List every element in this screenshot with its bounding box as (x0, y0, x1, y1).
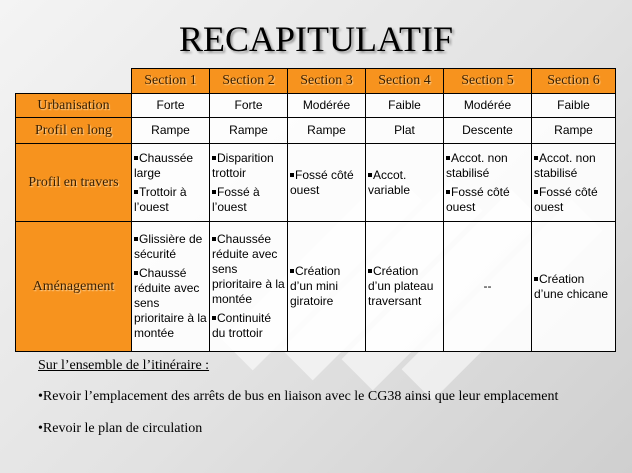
list-item (134, 266, 207, 341)
table-cell: Rampe (288, 118, 366, 144)
table-cell (132, 144, 210, 222)
list-item-text: Chaussée large (134, 150, 194, 180)
table-cell: Rampe (210, 118, 288, 144)
list-item (534, 151, 613, 181)
list-item-text: Trottoir à l’ouest (134, 184, 187, 214)
bullet-icon (368, 173, 372, 177)
list-item-text: Accot. variable (368, 167, 411, 197)
bullet-icon (290, 269, 294, 273)
bullet-icon (134, 190, 138, 194)
list-item (134, 151, 207, 181)
table-corner (16, 69, 132, 94)
table-row (16, 118, 616, 144)
bullet-icon (290, 173, 294, 177)
list-item (212, 311, 285, 341)
table-cell: Faible (532, 94, 616, 118)
table-cell: -- (444, 222, 532, 352)
list-item (368, 168, 441, 198)
table-cell: Forte (210, 94, 288, 118)
table-cell: Modérée (444, 94, 532, 118)
bullet-icon (212, 156, 216, 160)
table-cell: Rampe (132, 118, 210, 144)
list-item-text: Création d’une chicane (534, 271, 609, 301)
list-item-text: Chaussée réduite avec sens prioritaire à la montée (212, 232, 285, 306)
list-item-text: Chaussé réduite avec sens prioritaire à la montée (134, 266, 207, 340)
bullet-icon (534, 156, 538, 160)
bullet-icon (134, 156, 138, 160)
page-title: RECAPITULATIF (178, 19, 453, 59)
section-header: Section 2 (210, 69, 288, 94)
list-item-text: Accot. non stabilisé (534, 150, 596, 180)
table-row (16, 144, 616, 222)
table-cell (288, 222, 366, 352)
notes-heading: Sur l’ensemble de l’itinéraire : (38, 358, 210, 373)
list-item (212, 151, 285, 181)
bullet-icon (368, 269, 372, 273)
list-item (134, 185, 207, 215)
table-cell (532, 222, 616, 352)
section-header: Section 4 (366, 69, 444, 94)
table-cell (444, 144, 532, 222)
table-cell (132, 222, 210, 352)
list-item-text: Création d’un mini giratoire (290, 264, 341, 308)
bullet-icon (446, 156, 450, 160)
row-header: Aménagement (16, 222, 132, 352)
list-item-text: Continuité du trottoir (212, 311, 272, 340)
table-cell (366, 144, 444, 222)
list-item-text: Glissière de sécurité (134, 232, 203, 261)
bullet-icon (446, 190, 450, 194)
table-cell (210, 222, 288, 352)
table-cell: Forte (132, 94, 210, 118)
list-item (534, 185, 613, 215)
bullet-icon (134, 271, 138, 275)
recap-table (15, 68, 616, 352)
section-header: Section 3 (288, 69, 366, 94)
section-header: Section 1 (132, 69, 210, 94)
table-row (16, 222, 616, 352)
list-item-text: Fossé à l’ouest (212, 184, 260, 214)
row-header: Profil en long (16, 118, 132, 144)
header-row (16, 69, 616, 94)
table-cell (366, 222, 444, 352)
bullet-icon (134, 237, 138, 241)
bullet-icon (534, 277, 538, 281)
list-item-text: Accot. non stabilisé (446, 150, 508, 180)
bullet-icon (212, 190, 216, 194)
note-item: •Revoir le plan de circulation (38, 421, 203, 436)
list-item (534, 272, 613, 302)
list-item-text: Création d’un plateau traversant (368, 264, 434, 308)
list-item (368, 264, 441, 309)
list-item (446, 151, 529, 181)
list-item-text: Disparition trottoir (212, 150, 274, 180)
table-row (16, 94, 616, 118)
list-item-text: Fossé côté ouest (446, 184, 510, 214)
table-cell: Modérée (288, 94, 366, 118)
section-header: Section 6 (532, 69, 616, 94)
row-header: Profil en travers (16, 144, 132, 222)
list-item-text: Fossé côté ouest (534, 184, 598, 214)
bullet-icon (534, 190, 538, 194)
table-cell: Descente (444, 118, 532, 144)
section-header: Section 5 (444, 69, 532, 94)
table-cell: Rampe (532, 118, 616, 144)
list-item (446, 185, 529, 215)
bullet-icon (212, 237, 216, 241)
note-item: •Revoir l’emplacement des arrêts de bus en liaison avec le CG38 ainsi que leur emplacement (38, 389, 559, 404)
list-item (134, 232, 207, 262)
list-item-text: Fossé côté ouest (290, 167, 354, 197)
row-header: Urbanisation (16, 94, 132, 118)
bullet-icon (212, 316, 216, 320)
list-item (290, 264, 363, 309)
table-cell (288, 144, 366, 222)
list-item (212, 232, 285, 307)
notes-section (38, 358, 598, 452)
list-item (290, 168, 363, 198)
table-cell (532, 144, 616, 222)
table-cell: Plat (366, 118, 444, 144)
table-cell: Faible (366, 94, 444, 118)
table-cell (210, 144, 288, 222)
list-item (212, 185, 285, 215)
